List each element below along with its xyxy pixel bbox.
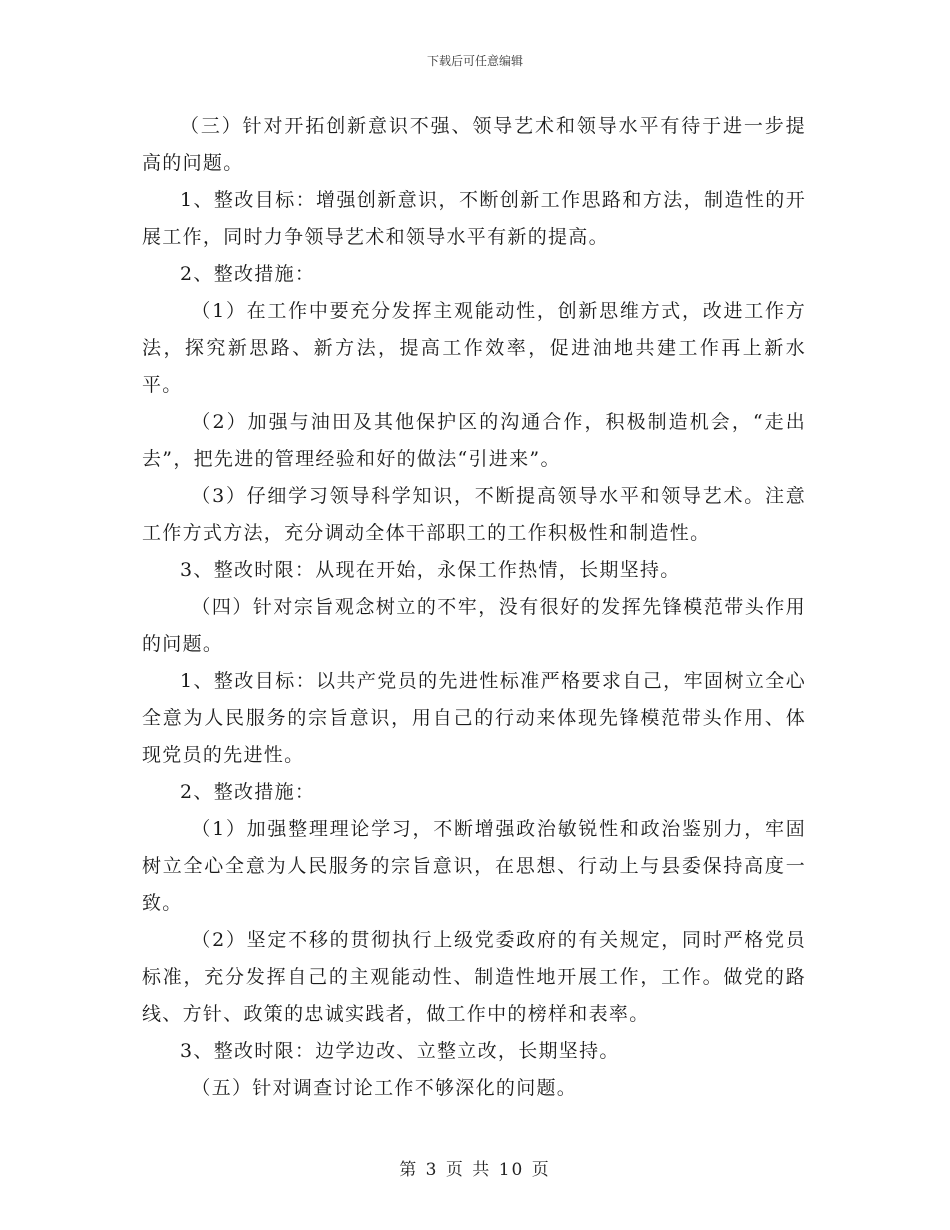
- paragraph-goal-3: 1、整改目标：增强创新意识，不断创新工作思路和方法，制造性的开展工作，同时力争领导艺术和领导水平有新的提高。: [142, 189, 806, 248]
- paragraph-measure-4-1: （1）加强整理理论学习，不断增强政治敏锐性和政治鉴别力，牢固树立全心全意为人民服务的宗旨意识，在思想、行动上与县委保持高度一致。: [142, 818, 806, 914]
- section-heading-5: （五）针对调查讨论工作不够深化的问题。: [191, 1077, 578, 1099]
- paragraph-measure-3-2: （2）加强与油田及其他保护区的沟通合作，积极制造机会，“走出去”，把先进的管理经验和好的做法“引进来”。: [142, 411, 806, 470]
- paragraph-deadline-4: 3、整改时限：边学边改、立整立改，长期坚持。: [180, 1040, 620, 1062]
- document-body: [142, 108, 806, 1107]
- section-heading-3: （三）针对开拓创新意识不强、领导艺术和领导水平有待于进一步提高的问题。: [142, 115, 806, 174]
- paragraph-goal-4: 1、整改目标：以共产党员的先进性标准严格要求自己，牢固树立全心全意为人民服务的宗旨意识，用自己的行动来体现先锋模范带头作用、体现党员的先进性。: [142, 670, 806, 766]
- paragraph-measure-4-2: （2）坚定不移的贯彻执行上级党委政府的有关规定，同时严格党员标准，充分发挥自己的主观能动性、制造性地开展工作，工作。做党的路线、方针、政策的忠诚实践者，做工作中的榜样和表率。: [142, 929, 806, 1025]
- page-footer-number: 第 3 页 共 10 页: [399, 1160, 551, 1180]
- paragraph-measures-title-4: 2、整改措施：: [180, 781, 316, 803]
- page-header-note: 下载后可任意编辑: [426, 54, 523, 68]
- section-heading-4: （四）针对宗旨观念树立的不牢，没有很好的发挥先锋模范带头作用的问题。: [142, 596, 806, 655]
- paragraph-measure-3-1: （1）在工作中要充分发挥主观能动性，创新思维方式，改进工作方法，探究新思路、新方法，提高工作效率，促进油地共建工作再上新水平。: [142, 300, 806, 396]
- paragraph-measures-title-3: 2、整改措施：: [180, 263, 316, 285]
- paragraph-measure-3-3: （3）仔细学习领导科学知识，不断提高领导水平和领导艺术。注意工作方式方法，充分调动全体干部职工的工作积极性和制造性。: [142, 485, 806, 544]
- paragraph-deadline-3: 3、整改时限：从现在开始，永保工作热情，长期坚持。: [180, 559, 681, 581]
